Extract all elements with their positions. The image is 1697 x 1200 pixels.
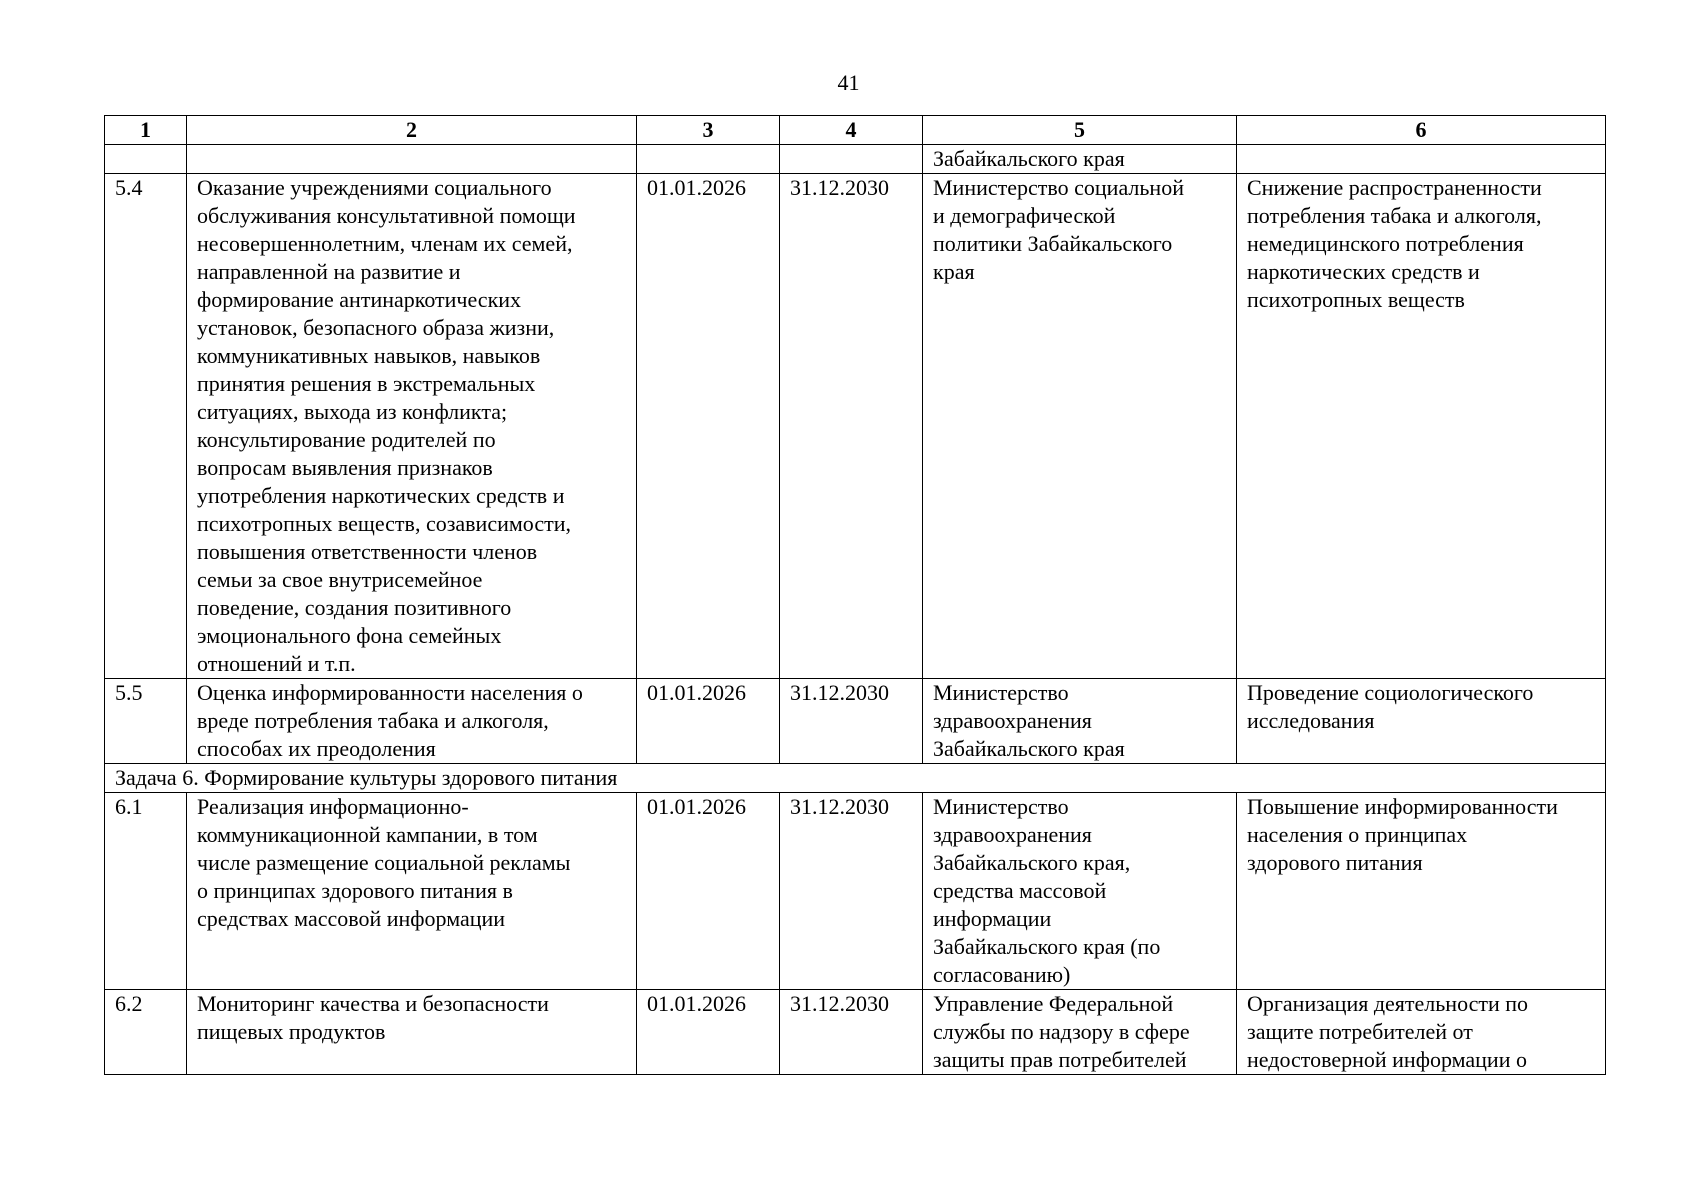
cell-activity (187, 145, 637, 174)
cell-start (637, 145, 780, 174)
cell-result: Организация деятельности по защите потребителей от недостоверной информации о (1237, 990, 1606, 1075)
cell-result: Снижение распространенности потребления табака и алкоголя, немедицинского потребления наркотических средств и психотропных веществ (1237, 174, 1606, 679)
cell-activity: Оказание учреждениями социального обслуживания консультативной помощи несовершеннолетним, членам их семей, направленной на развитие и формирование антинаркотических установок, безопасного образа жизни, коммуникативных навыков, навыков принятия решения в экстремальных ситуациях, выхода из конфликта; консультирование родителей по вопросам выявления признаков употребления наркотических средств и психотропных веществ, созависимости, повышения ответственности членов семьи за свое внутрисемейное поведение, создания позитивного эмоционального фона семейных отношений и т.п. (187, 174, 637, 679)
column-header-3: 3 (637, 116, 780, 145)
cell-responsible: Министерство здравоохранения Забайкальского края (923, 679, 1237, 764)
cell-responsible: Забайкальского края (923, 145, 1237, 174)
cell-end: 31.12.2030 (780, 793, 923, 990)
column-header-5: 5 (923, 116, 1237, 145)
column-header-4: 4 (780, 116, 923, 145)
table-row (105, 990, 1606, 1075)
cell-end: 31.12.2030 (780, 990, 923, 1075)
cell-result (1237, 145, 1606, 174)
section-row (105, 764, 1606, 793)
cell-responsible: Министерство здравоохранения Забайкальского края, средства массовой информации Забайкальского края (по согласованию) (923, 793, 1237, 990)
cell-end: 31.12.2030 (780, 174, 923, 679)
cell-start: 01.01.2026 (637, 174, 780, 679)
cell-num: 6.1 (105, 793, 187, 990)
cell-num: 5.4 (105, 174, 187, 679)
cell-end: 31.12.2030 (780, 679, 923, 764)
cell-result: Повышение информированности населения о принципах здорового питания (1237, 793, 1606, 990)
cell-start: 01.01.2026 (637, 990, 780, 1075)
continuation-row (105, 145, 1606, 174)
cell-responsible: Министерство социальной и демографической политики Забайкальского края (923, 174, 1237, 679)
cell-activity: Реализация информационно- коммуникационной кампании, в том числе размещение социальной рекламы о принципах здорового питания в средствах массовой информации (187, 793, 637, 990)
cell-end (780, 145, 923, 174)
activities-table (104, 115, 1606, 1075)
column-header-6: 6 (1237, 116, 1606, 145)
section-title: Задача 6. Формирование культуры здорового питания (105, 764, 1606, 793)
column-header-2: 2 (187, 116, 637, 145)
cell-num (105, 145, 187, 174)
cell-responsible: Управление Федеральной службы по надзору в сфере защиты прав потребителей (923, 990, 1237, 1075)
table-row (105, 793, 1606, 990)
table-row (105, 679, 1606, 764)
table-row (105, 174, 1606, 679)
page-number: 41 (837, 70, 860, 95)
column-header-1: 1 (105, 116, 187, 145)
cell-activity: Оценка информированности населения о вреде потребления табака и алкоголя, способах их преодоления (187, 679, 637, 764)
header-row (105, 116, 1606, 145)
cell-num: 6.2 (105, 990, 187, 1075)
cell-num: 5.5 (105, 679, 187, 764)
cell-start: 01.01.2026 (637, 679, 780, 764)
cell-result: Проведение социологического исследования (1237, 679, 1606, 764)
cell-start: 01.01.2026 (637, 793, 780, 990)
cell-activity: Мониторинг качества и безопасности пищевых продуктов (187, 990, 637, 1075)
